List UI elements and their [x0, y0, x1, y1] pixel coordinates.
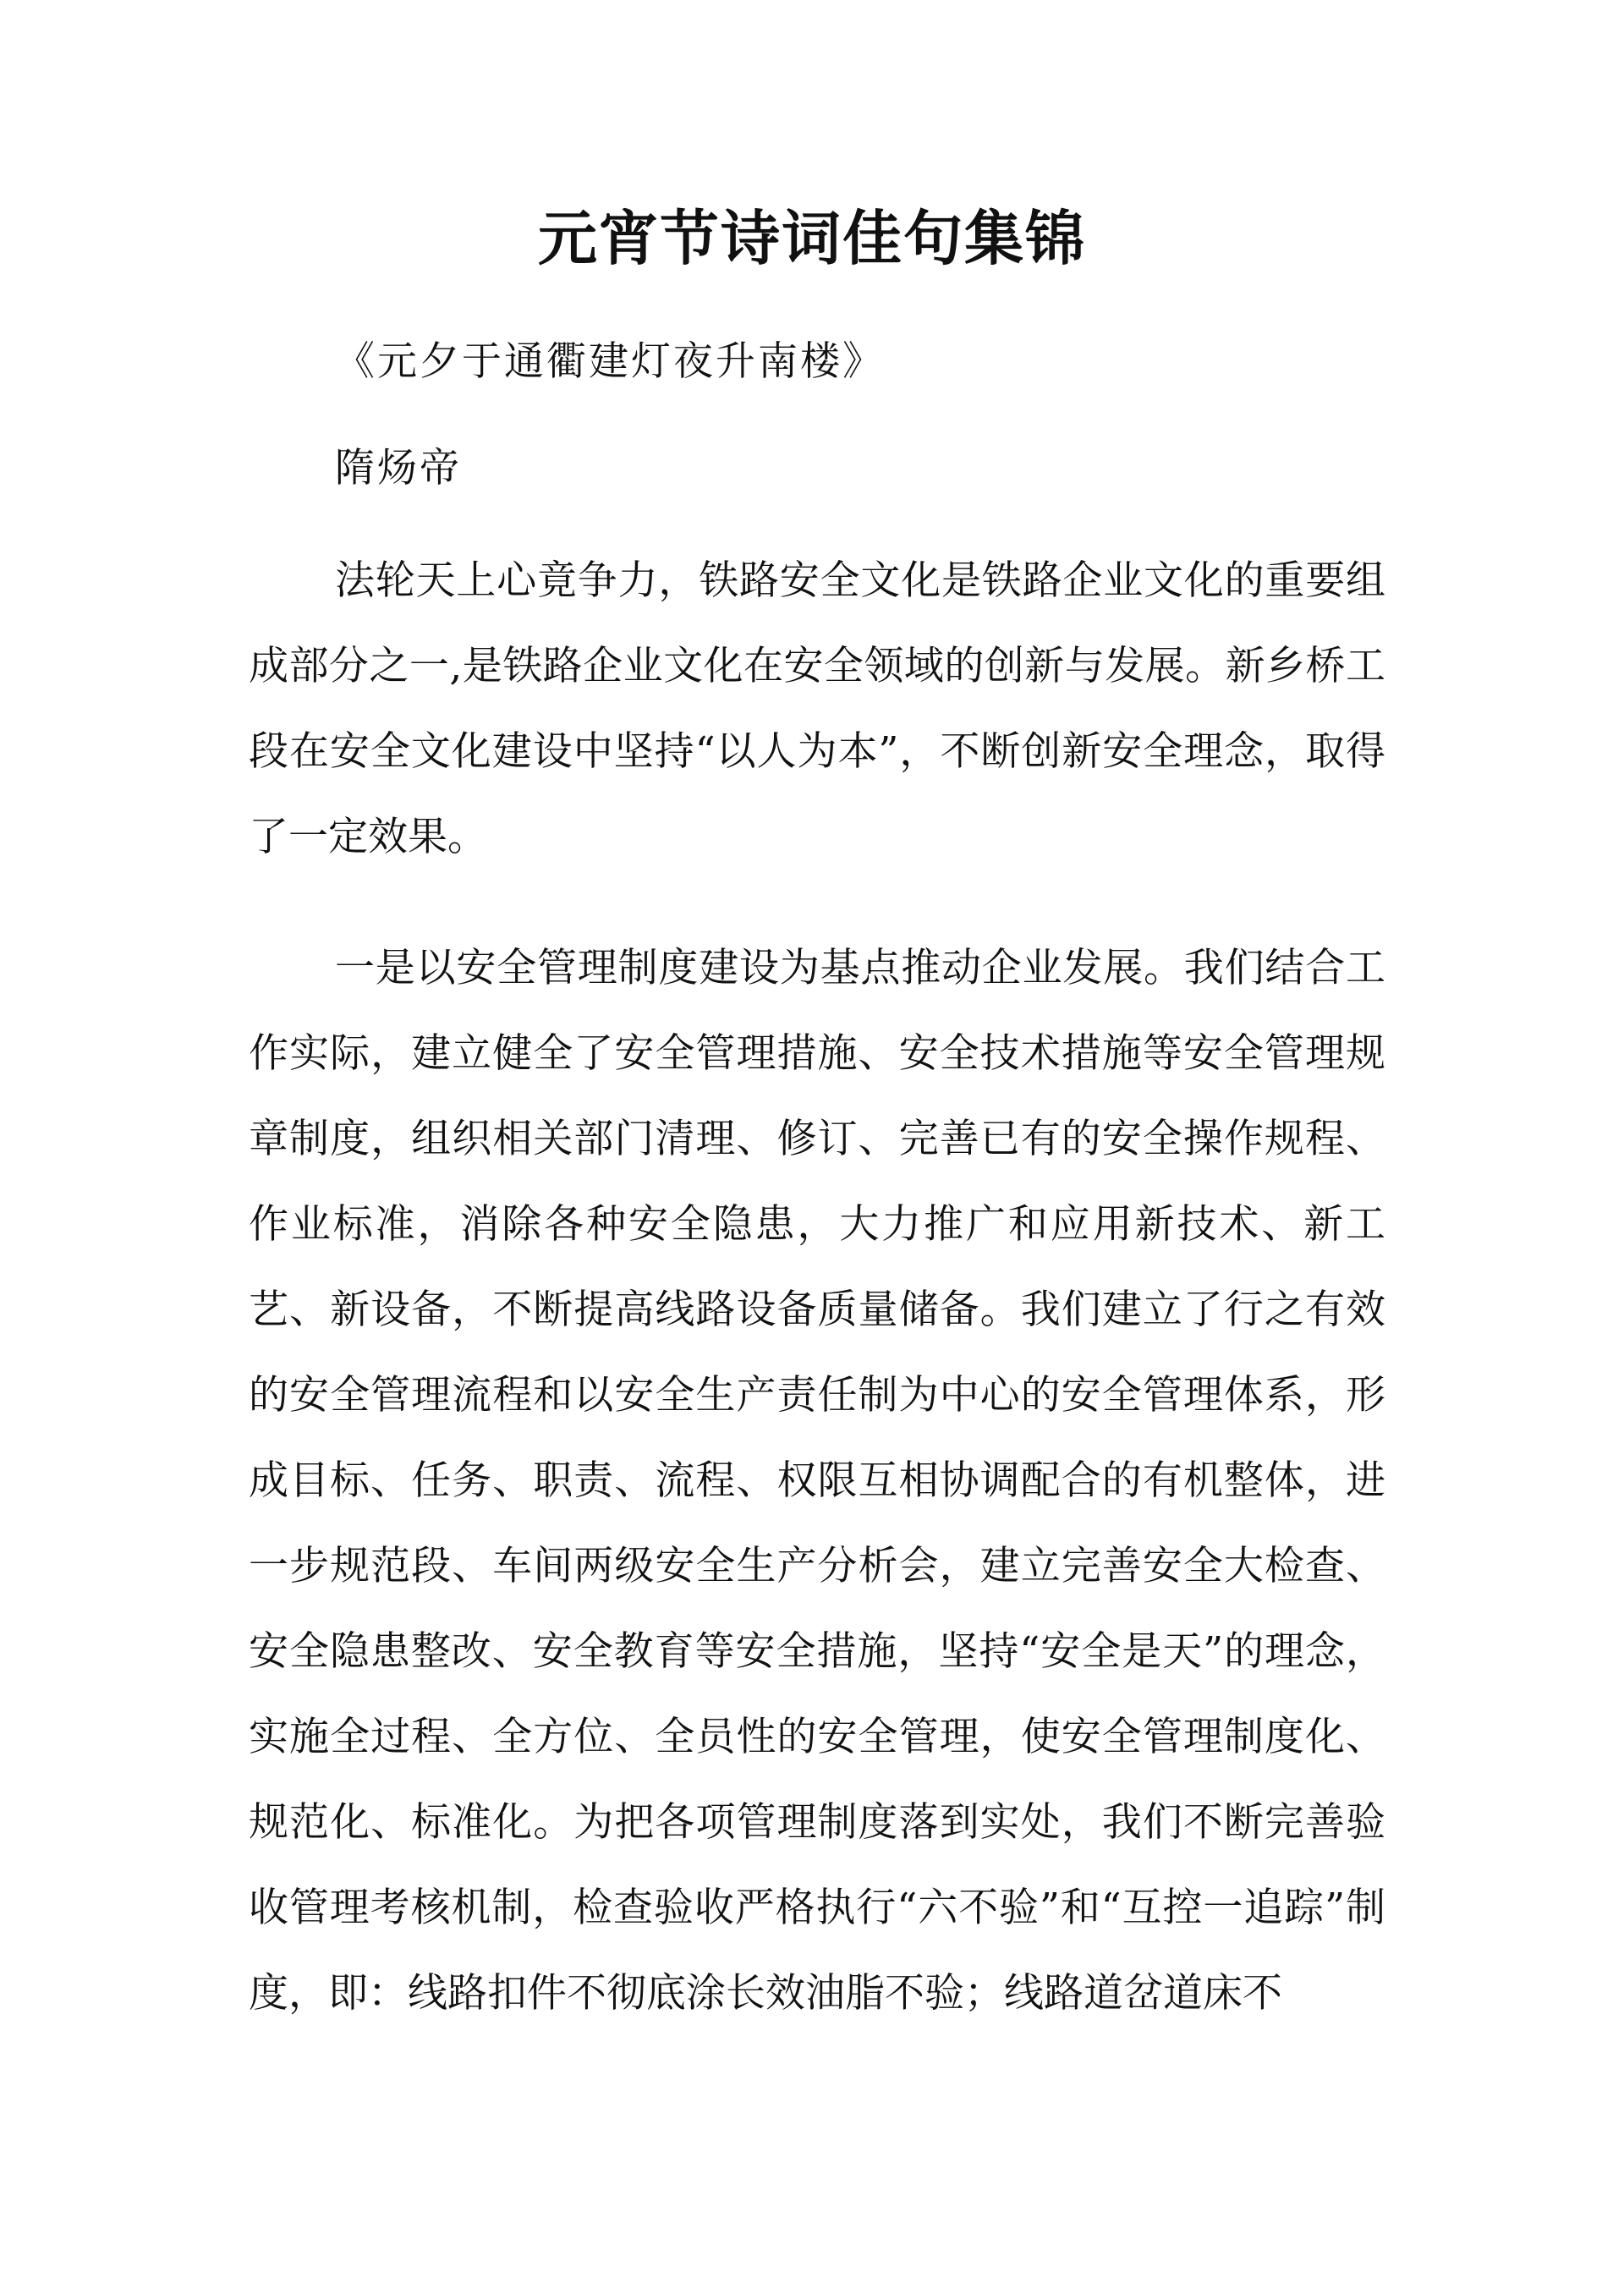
paragraph-1: 法轮天上心竟争力，铁路安全文化是铁路企业文化的重要组成部分之一,是铁路企业文化在安全领域的创新与发展。新乡桥工段在安全文化建设中坚持“以人为本”，不断创新安全理念，取得了一定效果。	[249, 557, 1385, 860]
poem-title: 《元夕于通衢建灯夜升南楼》	[335, 338, 885, 385]
document-title: 元宵节诗词佳句集锦	[538, 203, 1086, 273]
paragraph-2: 一是以安全管理制度建设为基点推动企业发展。我们结合工作实际，建立健全了安全管理措施、安全技术措施等安全管理规章制度，组织相关部门清理、修订、完善已有的安全操作规程、作业标准，消除各种安全隐患，大力推广和应用新技术、新工艺、新设备，不断提高线路设备质量储备。我们建立了行之有效的安全管理流程和以安全生产责任制为中心的安全管理体系，形成目标、任务、职责、流程、权限互相协调配合的有机整体，进一步规范段、车间两级安全生产分析会，建立完善安全大检查、安全隐患整改、安全教育等安全措施，坚持“安全是天”的理念，实施全过程、全方位、全员性的安全管理，使安全管理制度化、规范化、标准化。为把各项管理制度落到实处，我们不断完善验收管理考核机制，检查验收严格执行“六不验”和“互控一追踪”制度，即：线路扣件不彻底涂长效油脂不验；线路道岔道床不	[249, 945, 1385, 2017]
poem-author: 隋炀帝	[335, 445, 462, 491]
